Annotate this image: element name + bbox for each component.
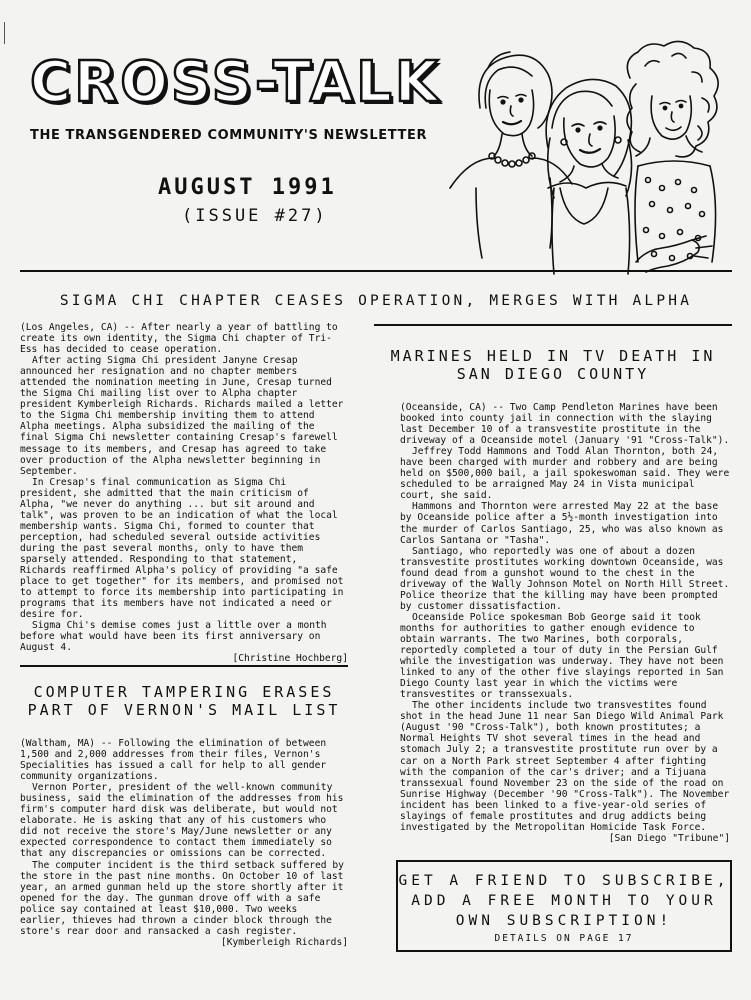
sigma-chi-paragraph: (Los Angeles, CA) -- After nearly a year of battling to create its own identity, the Sigma Chi chapter of Tri-Ess has decided to cease operation. — [20, 322, 338, 356]
computer-article — [20, 738, 348, 948]
middle-face — [561, 116, 621, 167]
sigma-chi-article — [20, 322, 348, 664]
left-face — [489, 90, 533, 156]
marines-credit: [San Diego "Tribune"] — [608, 832, 730, 844]
right-face — [651, 96, 691, 139]
sigma-chi-paragraph: In Cresap's final communication as Sigma Chi president, she admitted that the main criticism of Alpha, "we never do anything ... but sit around and talk", was proven to be an indication of what the local membership wants. Sigma Chi, formed to counter that perception, had scheduled several outside activities during the past several months, only to have them sparsely attended. Responding to that statement, Richards reaffirmed Alpha's policy of providing "a safe place to get together" for its members, and promised not to attempt to force its membership into participating in programs that its members have not indicated a need or desire for. — [20, 476, 344, 621]
marines-headline-line2: SAN DIEGO COUNTY — [456, 365, 650, 383]
marines-paragraph: Santiago, who reportedly was one of about a dozen transvestite prostitutes working downtown Oceanside, was found dead from a gunshot wound to the chest in the driveway of the Wally Johnson Motel on North Hill Street. Police theorize that the killing may have been prompted by customer dissatisfaction. — [400, 545, 730, 612]
sigma-chi-headline: SIGMA CHI CHAPTER CEASES OPERATION, MERGES WITH ALPHA — [59, 293, 693, 309]
subscription-promo-box — [396, 860, 732, 952]
issue-date: AUGUST 1991 — [158, 175, 337, 200]
right-column-divider — [374, 324, 732, 326]
marines-paragraph: Hammons and Thornton were arrested May 22 at the base by Oceanside police after a 5½-month investigation into the murder of Carlos Santiago, 25, who was also known as Carlos Santana or "Tasha". — [400, 501, 724, 546]
computer-paragraph: The computer incident is the third setback suffered by the store in the past nine months. On October 10 of last year, an armed gunman held up the store shortly after it opened for the day. The gunman drove off with a safe police say contained at least $10,000. Two weeks earlier, thieves had thrown a cinder block through the store's rear door and ransacked a cash register. — [20, 859, 344, 937]
scan-mark — [4, 22, 5, 44]
left-column-divider — [20, 665, 348, 667]
promo-line-1: GET A FRIEND TO SUBSCRIBE, — [398, 873, 730, 889]
sigma-chi-paragraph: Sigma Chi's demise comes just a little over a month before what would have been its first anniversary on August 4. — [20, 620, 327, 654]
computer-headline-line1: COMPUTER TAMPERING ERASES — [33, 683, 335, 701]
middle-body — [548, 164, 630, 274]
computer-paragraph: (Waltham, MA) -- Following the elimination of between 1,500 and 2,000 addresses from their files, Vernon's Specialities has issued a call for help to all gender community organizations. — [20, 738, 327, 783]
three-women-illustration — [440, 38, 740, 278]
masthead-tagline: THE TRANSGENDERED COMMUNITY'S NEWSLETTER — [30, 128, 428, 143]
promo-details-reference: DETAILS ON PAGE 17 — [494, 933, 634, 944]
computer-credit: [Kymberleigh Richards] — [220, 936, 348, 948]
computer-headline-line2: PART OF VERNON'S MAIL LIST — [27, 701, 341, 719]
marines-paragraph: Jeffrey Todd Hammons and Todd Alan Thornton, both 24, have been charged with murder and robbery and are being held on $500,000 bail, a jail spokeswoman said. They were scheduled to be arraigned May 24 in Vista municipal court, she said. — [400, 446, 730, 502]
sigma-chi-credit: [Christine Hochberg] — [232, 653, 348, 665]
masthead-title: CROSS-TALK — [30, 50, 442, 115]
computer-headline — [20, 683, 348, 719]
computer-paragraph: Vernon Porter, president of the well-known community business, said the elimination of the addresses from his firm's computer hard disk was deliberate, but would not elaborate. He is asking that any of his customers who did not receive the store's May/June newsletter or any expected correspondence to contact them immediately so that any discrepancies or omissions can be corrected. — [20, 782, 344, 860]
hand — [636, 236, 712, 272]
marines-article — [400, 402, 730, 844]
marines-paragraph: The other incidents include two transvestites found shot in the head June 11 near San Diego Wild Animal Park (August '90 "Cross-Talk"), both known prostitutes; a Normal Heights TV shot several times in the head and stomach July 2; a transvestite prostitute run over by a car on a North Park street September 4 after fighting with the companion of the car's driver; and a Tijuana transsexual found November 23 on the side of the road on Sunrise Highway (December '90 "Cross-Talk"). The November incident has been linked to a five-year-old series of slayings of female prostitutes and drug addicts being investigated by the Metropolitan Homicide Task Force. — [400, 700, 730, 833]
polka-dot-dress — [635, 136, 716, 262]
masthead-divider — [20, 270, 732, 272]
promo-line-3: OWN SUBSCRIPTION! — [455, 913, 673, 929]
issue-number: (ISSUE #27) — [182, 206, 328, 226]
marines-headline-line1: MARINES HELD IN TV DEATH IN — [390, 347, 716, 365]
pearl-necklace — [489, 153, 535, 167]
marines-paragraph: Oceanside Police spokesman Bob George said it took months for authorities to gather enough evidence to obtain warrants. The two Marines, both corporals, reportedly completed a tour of duty in the Persian Gulf while the investigation was underway. They have not been linked to any of the other five slayings reported in San Diego County last year in which the victims were transvestites or transsexuals. — [400, 611, 724, 701]
marines-headline — [374, 347, 732, 383]
marines-paragraph: (Oceanside, CA) -- Two Camp Pendleton Marines have been booked into county jail in connection with the slaying last December 10 of a transvestite prostitute in the driveway of a Oceanside motel (January '91 "Cross-Talk"). — [400, 402, 730, 447]
sigma-chi-paragraph: After acting Sigma Chi president Janyne Cresap announced her resignation and no chapter members attended the nomination meeting in June, Cresap turned the Sigma Chi mailing list over to Alpha chapter president Kymberleigh Richards. Richards mailed a letter to the Sigma Chi membership inviting them to attend Alpha meetings. Alpha subsidized the mailing of the final Sigma Chi newsletter containing Cresap's farewell message to its members, and Cresap has agreed to take over production of the Alpha newsletter beginning in September. — [20, 355, 344, 477]
promo-line-2: ADD A FREE MONTH TO YOUR — [411, 893, 717, 909]
